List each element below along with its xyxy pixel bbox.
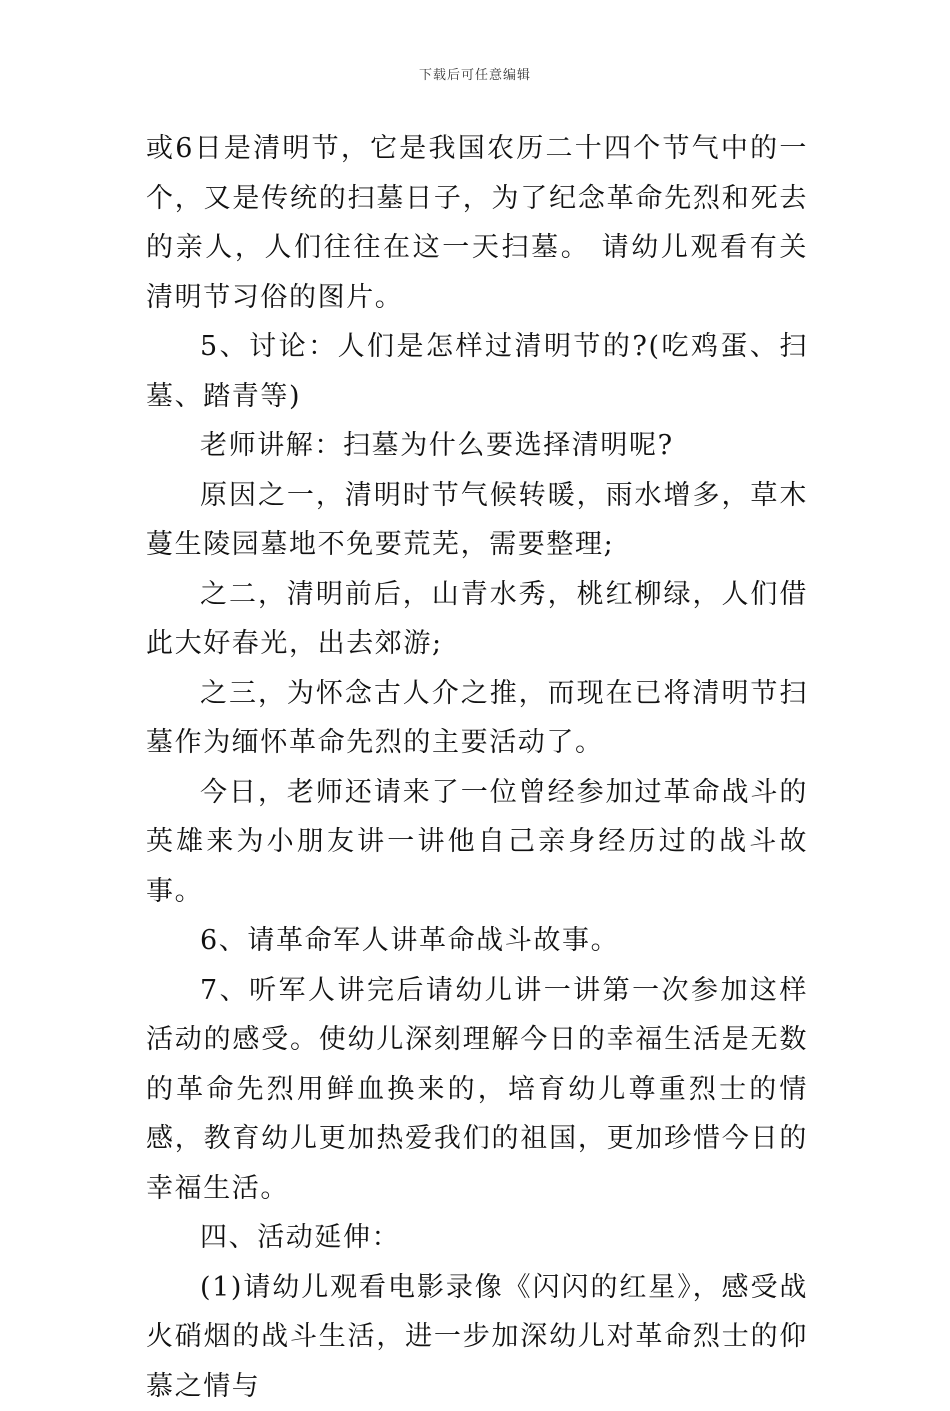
paragraph-3: 老师讲解：扫墓为什么要选择清明呢? <box>146 421 808 471</box>
paragraph-1: 或6日是清明节，它是我国农历二十四个节气中的一个，又是传统的扫墓日子，为了纪念革命先烈和死去的亲人，人们往往在这一天扫墓。 请幼儿观看有关清明节习俗的图片。 <box>146 124 808 322</box>
document-body <box>146 124 808 1411</box>
paragraph-4: 原因之一，清明时节气候转暖，雨水增多，草木蔓生陵园墓地不免要荒芜，需要整理; <box>146 471 808 570</box>
paragraph-2: 5、讨论：人们是怎样过清明节的?(吃鸡蛋、扫墓、踏青等) <box>146 322 808 421</box>
page-header: 下载后可任意编辑 <box>0 64 950 83</box>
paragraph-9: 7、听军人讲完后请幼儿讲一讲第一次参加这样活动的感受。使幼儿深刻理解今日的幸福生活是无数的革命先烈用鲜血换来的，培育幼儿尊重烈士的情感，教育幼儿更加热爱我们的祖国，更加珍惜今日的幸福生活。 <box>146 966 808 1214</box>
paragraph-11: (1)请幼儿观看电影录像《闪闪的红星》，感受战火硝烟的战斗生活，进一步加深幼儿对革命烈士的仰慕之情与 <box>146 1263 808 1411</box>
paragraph-7: 今日，老师还请来了一位曾经参加过革命战斗的英雄来为小朋友讲一讲他自己亲身经历过的战斗故事。 <box>146 768 808 917</box>
paragraph-6: 之三，为怀念古人介之推，而现在已将清明节扫墓作为缅怀革命先烈的主要活动了。 <box>146 669 808 768</box>
paragraph-8: 6、请革命军人讲革命战斗故事。 <box>146 916 808 966</box>
paragraph-10: 四、活动延伸： <box>146 1213 808 1263</box>
paragraph-5: 之二，清明前后，山青水秀，桃红柳绿，人们借此大好春光，出去郊游; <box>146 570 808 669</box>
